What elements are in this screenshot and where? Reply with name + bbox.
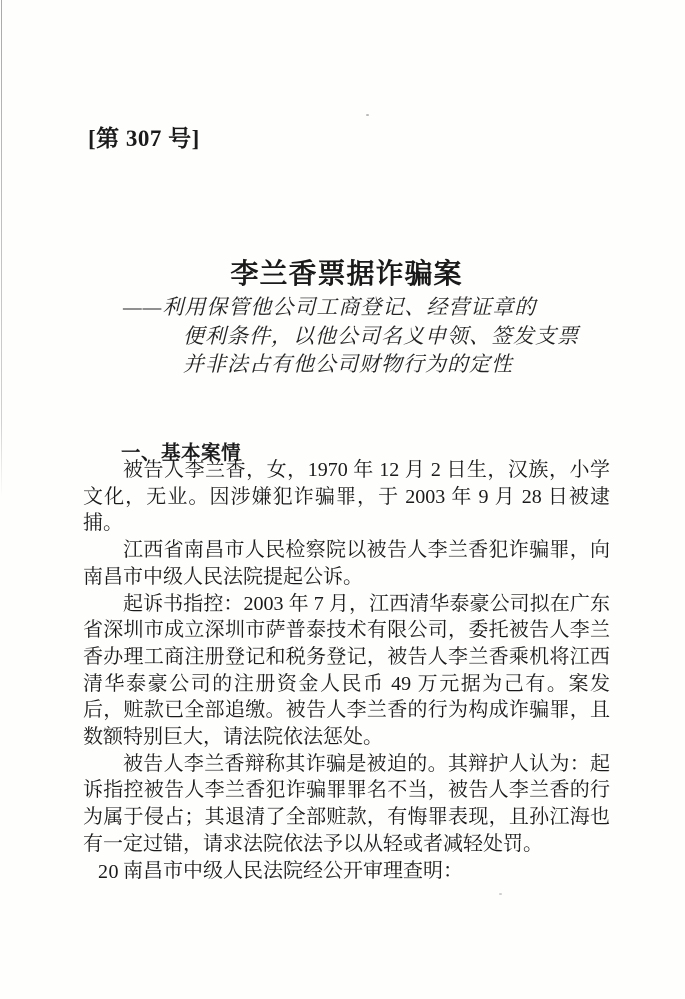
body-paragraph-3: 起诉书指控：2003 年 7 月，江西清华泰豪公司拟在广东省深圳市成立深圳市萨普泰技术有限公司，委托被告人李兰香办理工商注册登记和税务登记，被告人李兰香乘机将江西清华泰豪公司的注册资金人民币 49 万元据为己有。案发后，赃款已全部追缴。被告人李兰香的行为构成诈骗罪，且数额特别巨大，请法院依法惩处。 [83, 592, 610, 749]
body-paragraph-2: 江西省南昌市人民检察院以被告人李兰香犯诈骗罪，向南昌市中级人民法院提起公诉。 [83, 539, 610, 588]
body-paragraph-1: 被告人李兰香，女，1970 年 12 月 2 日生，汉族，小学文化，无业。因涉嫌犯诈骗罪，于 2003 年 9 月 28 日被逮捕。 [83, 459, 610, 535]
body-paragraph-4: 被告人李兰香辩称其诈骗是被迫的。其辩护人认为：起诉指控被告人李兰香犯诈骗罪罪名不当，被告人李兰香的行为属于侵占；其退清了全部赃款，有悔罪表现，且孙江海也有一定过错，请求法院依法予以从轻或者减轻处罚。 [83, 752, 610, 855]
subtitle-line-3: 并非法占有他公司财物行为的定性 [183, 352, 513, 376]
case-number: [第 307 号] [88, 126, 200, 151]
case-subtitle [123, 293, 593, 379]
section-heading: 一、基本案情 [121, 442, 242, 464]
scan-edge-artifact [1, 0, 2, 498]
scan-speck [499, 893, 502, 895]
subtitle-line-2: 便利条件，以他公司名义申领、签发支票 [183, 323, 579, 348]
scan-speck [366, 114, 369, 116]
page-number: 20 [98, 861, 119, 883]
case-body [83, 457, 610, 884]
body-paragraph-5: 南昌市中级人民法院经公开审理查明： [123, 859, 463, 882]
case-title: 李兰香票据诈骗案 [230, 259, 463, 290]
subtitle-line-1: ——利用保管他公司工商登记、经营证章的 [123, 295, 537, 319]
